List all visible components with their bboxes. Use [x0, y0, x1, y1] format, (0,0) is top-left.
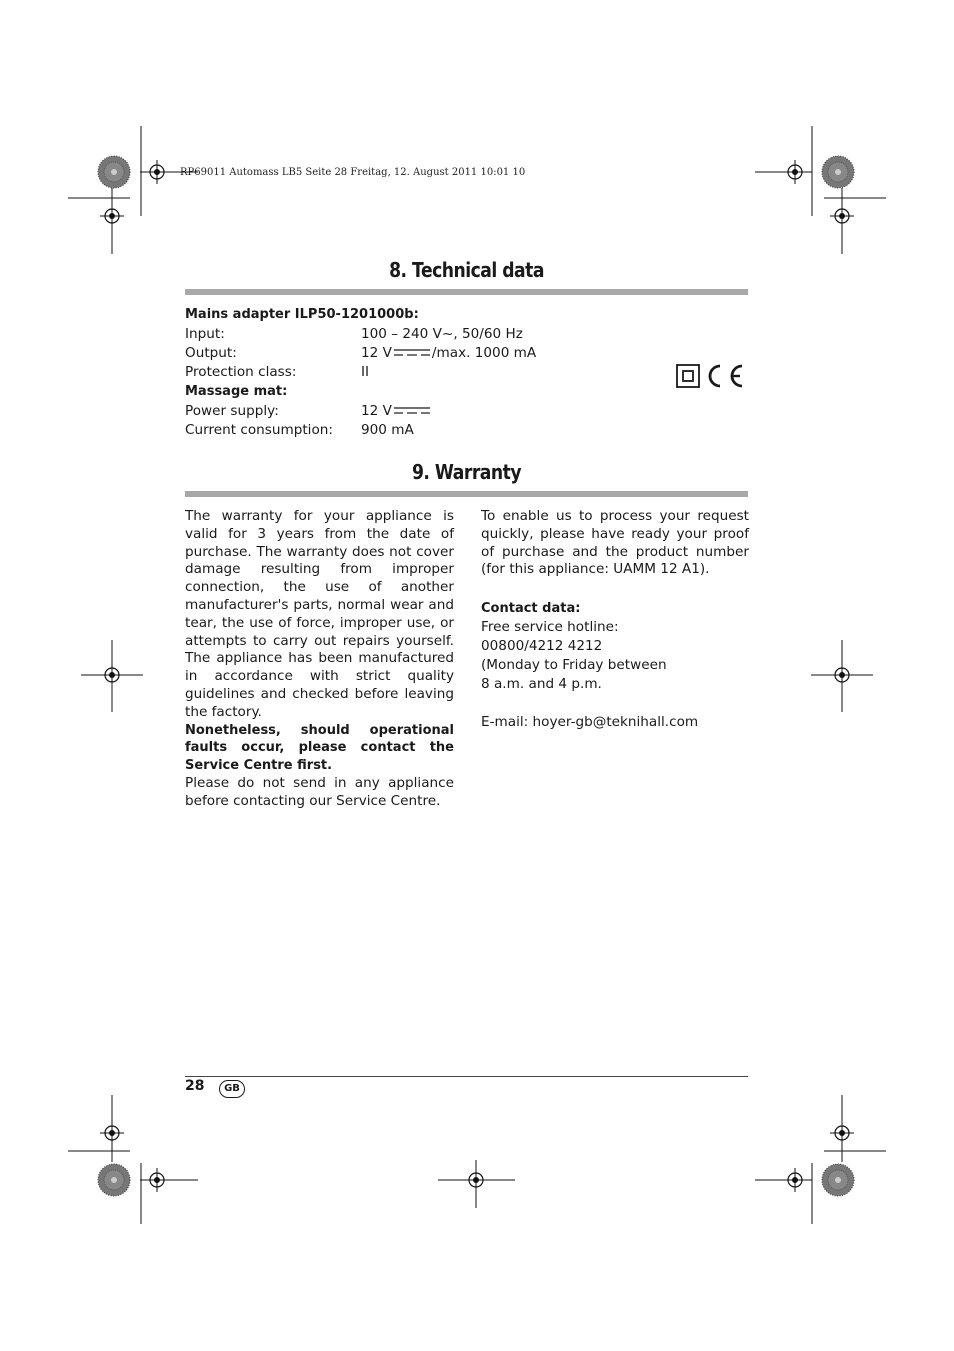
dc-symbol-icon: [394, 406, 430, 415]
footer-rule: [185, 1076, 748, 1077]
page-number: 28: [185, 1078, 205, 1094]
class-ii-icon: [677, 365, 699, 387]
hotline-hours: 8 a.m. and 4 p.m.: [481, 675, 602, 692]
title-rule: [185, 289, 748, 295]
warranty-notice: Nonetheless, should operational faults occur, please contact the Service Centre first.: [185, 722, 454, 774]
power-label: Power supply:: [185, 403, 279, 419]
input-label: Input:: [185, 326, 225, 342]
dc-symbol-icon: [394, 348, 430, 357]
adapter-heading: Mains adapter ILP50-1201000b:: [185, 307, 419, 322]
output-current: /max. 1000 mA: [431, 345, 537, 361]
output-value: [361, 344, 536, 363]
hotline-label: Free service hotline:: [481, 618, 619, 635]
power-voltage: 12 V: [361, 403, 392, 419]
protection-value: II: [361, 364, 370, 380]
warranty-paragraph: Please do not send in any appliance before contacting our Service Centre.: [185, 774, 454, 809]
contact-heading: Contact data:: [481, 601, 581, 617]
hotline-number: 00800/4212 4212: [481, 637, 603, 654]
protection-label: Protection class:: [185, 364, 297, 380]
output-voltage: 12 V: [361, 345, 392, 361]
ce-mark-icon: [710, 366, 742, 386]
warranty-title: 9. Warranty: [411, 460, 522, 484]
output-label: Output:: [185, 345, 237, 361]
title-rule: [185, 491, 748, 497]
technical-data-title: 8. Technical data: [389, 258, 544, 282]
warranty-left-column: [185, 508, 454, 811]
current-label: Current consumption:: [185, 422, 333, 438]
print-slug: RP69011 Automass LB5 Seite 28 Freitag, 12. August 2011 10:01 10: [180, 167, 526, 178]
safety-marks: [676, 362, 746, 390]
hotline-hours: (Monday to Friday between: [481, 656, 667, 673]
input-value: 100 – 240 V~, 50/60 Hz: [361, 326, 523, 342]
country-badge: GB: [219, 1080, 245, 1098]
warranty-paragraph: The warranty for your appliance is valid for 3 years from the date of purchase. The warranty does not cover damage resulting from improper connection, the use of another manufacturer's parts, normal wear and tear, the use of force, improper use, or attempts to carry out repairs yourself. The appliance has been manufactured in accordance with strict quality guidelines and checked before leaving the factory.: [185, 508, 454, 720]
email: E-mail: hoyer-gb@teknihall.com: [481, 713, 699, 730]
current-value: 900 mA: [361, 422, 414, 438]
power-value: [361, 402, 432, 421]
warranty-paragraph: To enable us to process your request quickly, please have ready your proof of purchase and the product number (for this appliance: UAMM 12 A1).: [481, 508, 749, 578]
mat-heading: Massage mat:: [185, 384, 288, 399]
warranty-right-column: [481, 508, 749, 732]
